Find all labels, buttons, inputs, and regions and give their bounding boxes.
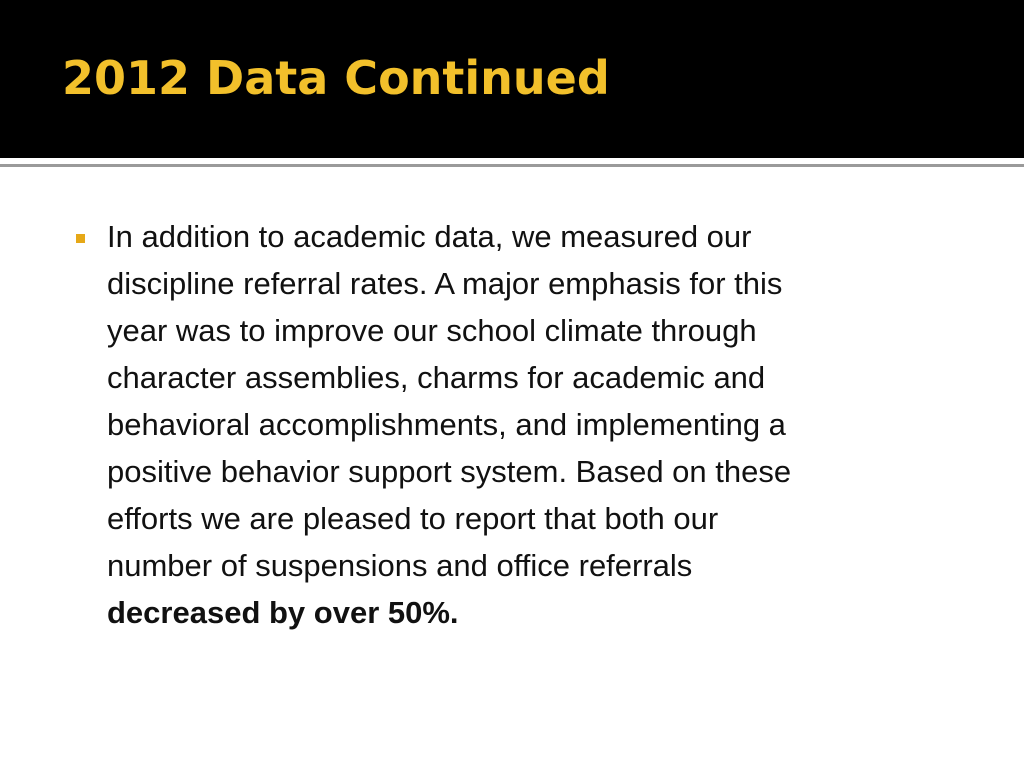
bullet-paragraph (107, 213, 957, 636)
bullet-line: efforts we are pleased to report that both our (107, 501, 719, 536)
title-bar (0, 0, 1024, 158)
bullet-line: number of suspensions and office referrals (107, 548, 693, 583)
square-bullet-icon (76, 234, 85, 243)
emphasis-text: decreased by over 50%. (107, 595, 459, 630)
bullet-line: discipline referral rates. A major emphasis for this (107, 266, 783, 301)
bullet-line: year was to improve our school climate through (107, 313, 757, 348)
slide-title: 2012 Data Continued (62, 51, 610, 105)
bullet-line: positive behavior support system. Based on these (107, 454, 792, 489)
bullet-line: In addition to academic data, we measured our (107, 219, 752, 254)
content-area (0, 167, 1024, 768)
bullet-line: character assemblies, charms for academic and (107, 360, 766, 395)
bullet-line: behavioral accomplishments, and implementing a (107, 407, 786, 442)
